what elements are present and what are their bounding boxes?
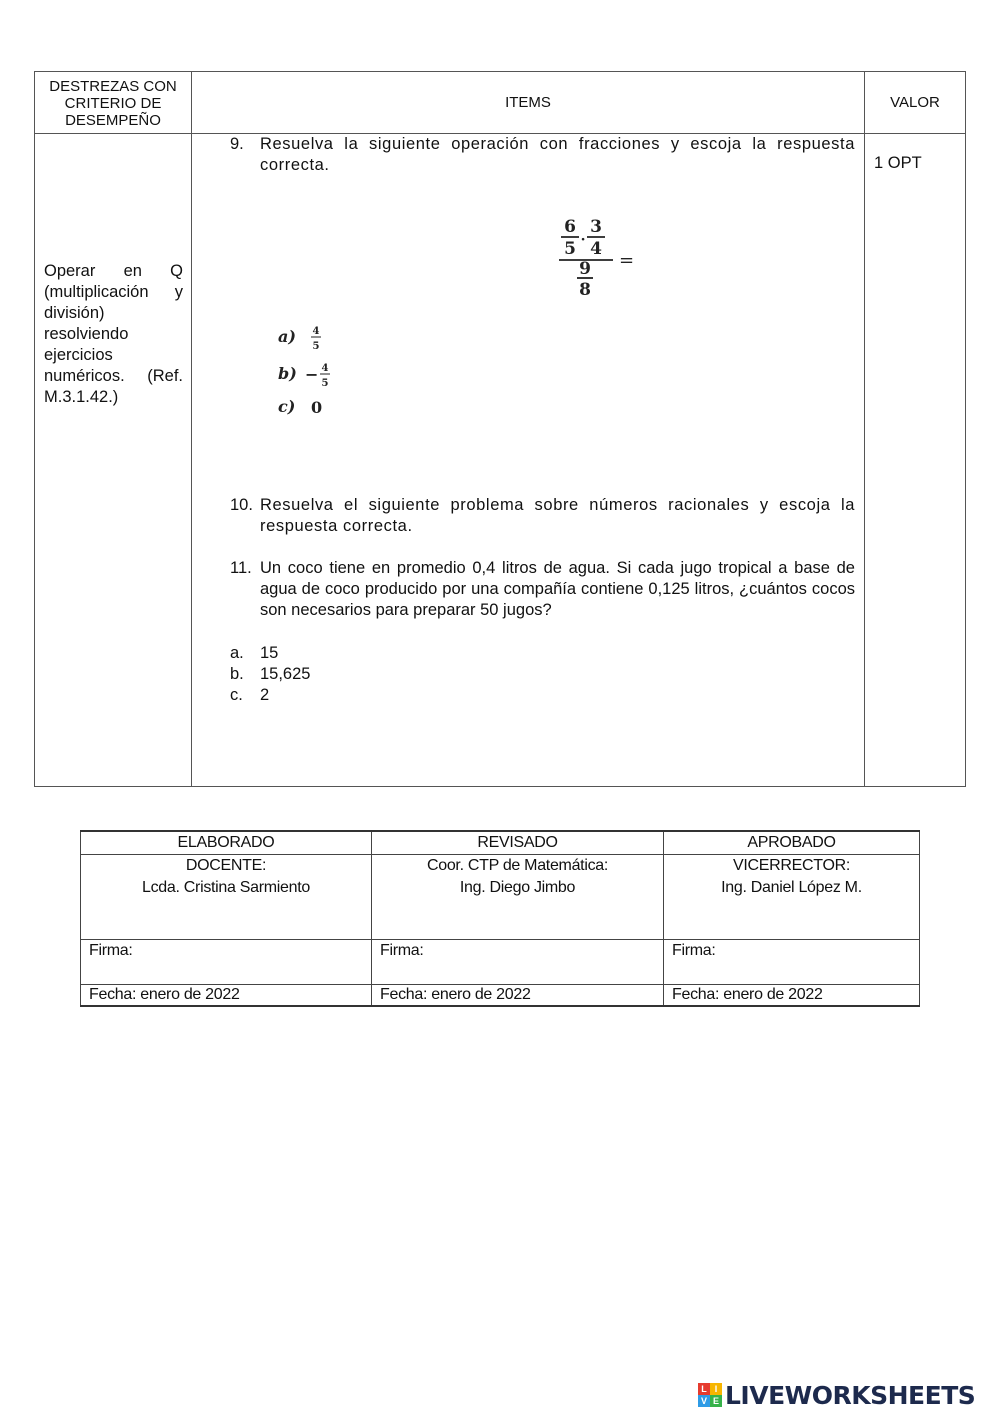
question-10: 10. Resuelva el siguiente problema sobre números racionales y escoja la respuesta correcta. <box>230 496 855 535</box>
liveworksheets-wordmark: LIVEWORKSHEETS <box>725 1380 976 1410</box>
option-a-label: a) <box>278 327 296 346</box>
logo-tile-i: I <box>710 1383 722 1395</box>
elaborado-firma: Firma: <box>81 940 372 985</box>
table-header-row <box>35 72 966 134</box>
signature-names-row <box>81 855 920 940</box>
question-9: 9. Resuelva la siguiente operación con fracciones y escoja la respuesta correcta. <box>230 135 855 174</box>
revisado-fecha: Fecha: enero de 2022 <box>372 985 664 1007</box>
value-cell: 1 OPT <box>865 134 966 787</box>
table-body-row <box>35 134 966 787</box>
option-b-sign: − <box>305 365 319 384</box>
option-a-denominator: 5 <box>312 341 320 352</box>
fraction-c-denominator: 8 <box>579 280 591 300</box>
fraction-b-denominator: 4 <box>590 239 602 259</box>
revisado-person: Coor. CTP de Matemática: Ing. Diego Jimbo <box>372 855 664 940</box>
header-skills: DESTREZAS CON CRITERIO DE DESEMPEÑO <box>35 72 192 134</box>
logo-tile-e: E <box>710 1395 722 1407</box>
header-elaborado: ELABORADO <box>81 831 372 855</box>
question-11: 11. Un coco tiene en promedio 0,4 litros de agua. Si cada jugo tropical a base de agua de coco producido por una compañía contiene 0,125 litros, ¿cuántos cocos son necesarios para preparar 50 jugos? <box>230 559 855 619</box>
liveworksheets-logo-icon <box>698 1383 722 1407</box>
fraction-b-numerator: 3 <box>590 217 602 237</box>
signature-table <box>80 830 920 1007</box>
header-items: ITEMS <box>192 72 865 134</box>
aprobado-fecha: Fecha: enero de 2022 <box>664 985 920 1007</box>
header-revisado: REVISADO <box>372 831 664 855</box>
header-aprobado: APROBADO <box>664 831 920 855</box>
logo-tile-v: V <box>698 1395 710 1407</box>
header-value: VALOR <box>865 72 966 134</box>
logo-tile-l: L <box>698 1383 710 1395</box>
assessment-table <box>34 71 966 787</box>
fraction-a-numerator: 6 <box>564 217 576 237</box>
aprobado-person: VICERRECTOR: Ing. Daniel López M. <box>664 855 920 940</box>
option-b-denominator: 5 <box>321 378 329 389</box>
signature-firma-row <box>81 940 920 985</box>
elaborado-fecha: Fecha: enero de 2022 <box>81 985 372 1007</box>
items-cell: 9. Resuelva la siguiente operación con fracciones y escoja la respuesta correcta. 6 5 · 3 4 9 8 = a) 4 5 b) − 4 5 c) 0 10. Resuelva el siguiente problema sobre números racionales y escoja la respuesta correcta. 11. Un coco tiene en promedio 0,4 litros de agua. Si cada jugo tropical a base de agua de coco producido por una compañía contiene 0,125 litros, ¿cuántos cocos son necesarios para preparar 50 jugos? a. 15 b. 15,625 c. 2 <box>192 134 865 787</box>
signature-header-row <box>81 831 920 855</box>
option-b-numerator: 4 <box>321 363 329 374</box>
revisado-firma: Firma: <box>372 940 664 985</box>
liveworksheets-brand <box>698 1378 975 1412</box>
option-c-label: c) <box>278 397 296 416</box>
option-a-numerator: 4 <box>312 326 320 337</box>
fraction-a-denominator: 5 <box>564 239 576 259</box>
skill-description: Operar en Q (multiplicación y división) resolviendo ejercicios numéricos. (Ref. M.3.1.42.) <box>35 134 192 787</box>
equals-sign: = <box>619 250 635 271</box>
fraction-expression <box>557 214 642 304</box>
q9-options <box>278 320 368 426</box>
multiply-dot: · <box>580 232 586 248</box>
aprobado-firma: Firma: <box>664 940 920 985</box>
fraction-c-numerator: 9 <box>579 259 591 279</box>
option-b-label: b) <box>278 364 297 383</box>
option-c-value: 0 <box>311 398 323 417</box>
signature-fecha-row <box>81 985 920 1007</box>
elaborado-person: DOCENTE: Lcda. Cristina Sarmiento <box>81 855 372 940</box>
